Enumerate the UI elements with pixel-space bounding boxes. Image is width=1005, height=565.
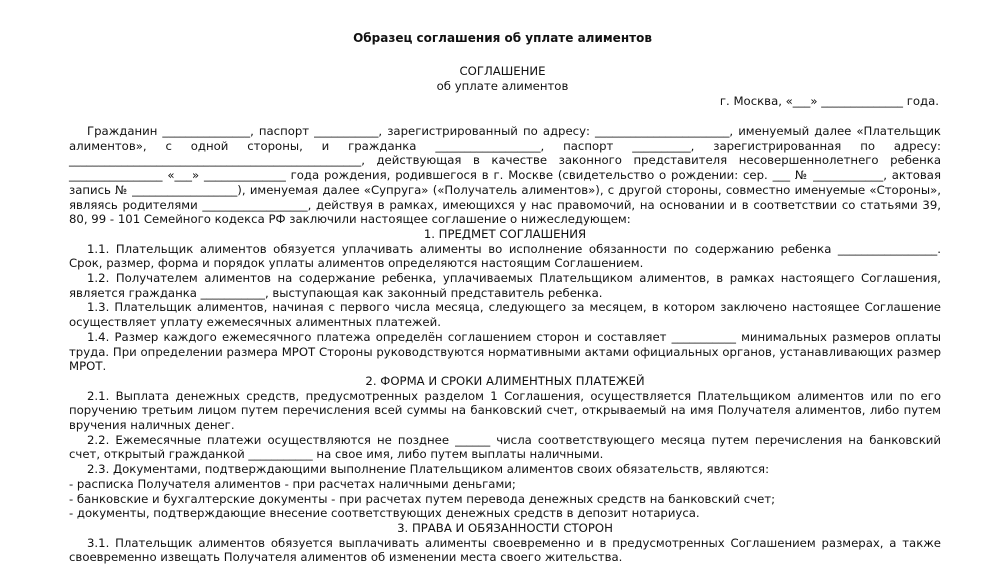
list-item: - банковские и бухгалтерские документы - при расчетах путем перевода денежных средств на банковский счет; xyxy=(69,491,776,506)
section-title-1: 1. ПРЕДМЕТ СОГЛАШЕНИЯ xyxy=(423,226,587,241)
document-title: Образец соглашения об уплате алиментов xyxy=(353,31,652,45)
list-item: - расписка Получателя алиментов - при расчетах наличными деньгами; xyxy=(69,476,516,491)
clause-2-2: 2.2. Ежемесячные платежи осуществляются не позднее ______ числа соответствующего месяца путем перечисления на банковский счет, открытый гражданкой ___________ на свое имя, либо путем выплаты наличными. xyxy=(69,432,941,462)
section-title-2: 2. ФОРМА И СРОКИ АЛИМЕНТНЫХ ПЛАТЕЖЕЙ xyxy=(365,373,645,388)
clause-3-1: 3.1. Плательщик алиментов обязуется выплачивать алименты своевременно и в предусмотренных Соглашением размерах, а также своевременно извещать Получателя алиментов об изменении места своего жительства. xyxy=(69,535,941,565)
section-title-3: 3. ПРАВА И ОБЯЗАННОСТИ СТОРОН xyxy=(397,520,613,535)
clause-1-4: 1.4. Размер каждого ежемесячного платежа определён соглашением сторон и составляет ___________ минимальных размеров оплаты труда. При определении размера МРОТ Стороны руководствуются нормативными актами официальных органов, устанавливающих размер МРОТ. xyxy=(69,329,941,374)
document-body xyxy=(69,124,941,565)
clause-2-1: 2.1. Выплата денежных средств, предусмотренных разделом 1 Соглашения, осуществляется Плательщиком алиментов или по его поручению третьим лицом путем перечисления всей суммы на банковский счет, открываемый на имя Получателя алиментов, либо путем вручения наличных денег. xyxy=(69,388,941,433)
list-item: - документы, подтверждающие внесение соответствующих денежных средств в депозит нотариуса. xyxy=(69,506,700,521)
clause-2-3: 2.3. Документами, подтверждающими выполнение Плательщиком алиментов своих обязательств, являются: xyxy=(87,462,770,477)
preamble-paragraph: Гражданин _______________, паспорт ___________, зарегистрированный по адресу: _______________________, именуемый далее «Плательщик алиментов», с одной стороны, и гражданка __________________, паспорт __________, зарегистрированная по адресу: __________________________________________________, действующая в качестве законного представителя несовершеннолетнего ребенка ________________ «___» ______________ года рождения, родившегося в г. Москве (свидетельство о рождении: сер. ___ № ____________, актовая запись № __________________), именуемая далее «Супруга» («Получатель алиментов»), с другой стороны, совместно именуемые «Стороны», являясь родителями __________________, действуя в рамках, имеющихся у нас правомочий, на основании и в соответствии со статьями 39, 80, 99 - 101 Семейного кодекса РФ заключили настоящее соглашение о нижеследующем: xyxy=(69,124,941,227)
city-date-line: г. Москва, «___» ______________ года. xyxy=(719,94,939,108)
clause-1-3: 1.3. Плательщик алиментов, начиная с первого числа месяца, следующего за месяцем, в котором заключено настоящее Соглашение осуществляет уплату ежемесячных алиментных платежей. xyxy=(69,300,941,330)
agreement-subheading: об уплате алиментов xyxy=(436,79,569,93)
clause-1-1: 1.1. Плательщик алиментов обязуется уплачивать алименты во исполнение обязанности по содержанию ребенка _________________. Срок, размер, форма и порядок уплаты алиментов определяются настоящим Соглашением. xyxy=(69,241,941,271)
agreement-heading: СОГЛАШЕНИЕ xyxy=(459,64,546,78)
clause-1-2: 1.2. Получателем алиментов на содержание ребенка, уплачиваемых Плательщиком алиментов, в рамках настоящего Соглашения, является гражданка ___________, выступающая как законный представитель ребенка. xyxy=(69,271,941,300)
